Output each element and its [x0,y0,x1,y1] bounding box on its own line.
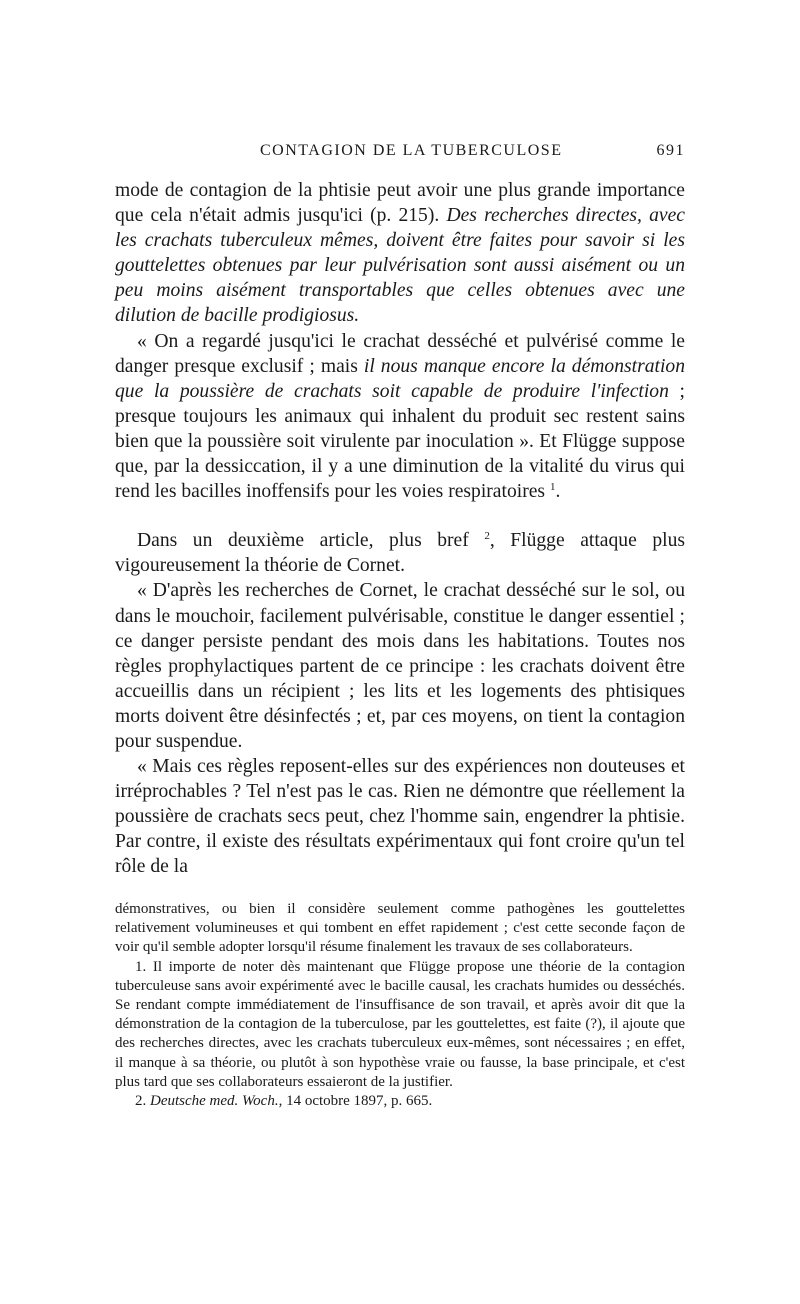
paragraph-4: « D'après les recherches de Cornet, le crachat desséché sur le sol, ou dans le mouchoir, facilement pulvérisable, constitue le danger essentiel ; ce danger persiste pendant des mois dans les habitations. Toutes nos règles prophylactiques partent de ce principe : les crachats doivent être accueillis dans un récipient ; les lits et les logements des phtisiques morts doivent être désinfectés ; et, par ces moyens, on tient la contagion pour suspendue. [115,580,685,752]
paragraph-text: « On a regardé jusqu'ici le crachat desséché et pulvérisé comme le danger presque exclusif ; mais [115,330,685,377]
footnotes [115,900,685,1111]
footnote-marker-1[interactable]: 1 [549,481,556,494]
footnote-marker-2[interactable]: 2 [484,530,490,543]
paragraph-3 [115,528,685,578]
paragraph-1 [115,178,685,329]
running-header [115,142,685,166]
footnote-number: 2. [135,1093,150,1110]
citation-details: , 14 octobre 1897, p. 665. [278,1093,433,1110]
paragraph-text: , Flügge attaque plus vigoureusement la théorie de Cornet. [115,530,685,577]
paragraph-5: « Mais ces règles reposent-elles sur des expériences non douteuses et irréprochables ? Tel n'est pas le cas. Rien ne démontre que réellement la poussière de crachats secs peut, chez l'homme sain, engendrer la phtisie. Par contre, il existe des résultats expérimentaux qui font croire qu'un tel rôle de la [115,756,685,878]
paragraph-text: . [555,481,561,503]
footnote-2 [115,1092,685,1111]
footnote-1: 1. Il importe de noter dès maintenant que Flügge propose une théorie de la contagion tuberculeuse sans avoir expérimenté avec le bacille causal, les crachats humides ou desséchés. Se rendant compte immédiatement de l'insuffisance de son travail, et après avoir dit que la démonstration de la contagion de la tuberculose, par les gouttelettes, est faite (?), il ajoute que des recherches directes, avec les crachats tuberculeux eux-mêmes, sont nécessaires ; en effet, il manque à sa théorie, ou plutôt à son hypothèse vraie ou fausse, la base principale, et c'est plus tard que ses collaborateurs essaieront de la justifier. [115,958,685,1090]
paragraph-2 [115,329,685,505]
italic-emphasis: Des recherches directes, avec les crachats tuberculeux mêmes, doivent être faites pour savoir si les gouttelettes obtenues par leur pulvérisation sont aussi aisément ou un peu moins aisément transportables que celles obtenues avec une dilution de bacille prodigiosus. [115,205,686,327]
paragraph-text: ; presque toujours les animaux qui inhalent du produit sec restent sains bien que la poussière soit virulente par inoculation ». Et Flügge suppose que, par la dessiccation, il y a une diminution de la vitalité du virus qui rend les bacilles inoffensifs pour les voies respiratoires [115,380,686,503]
paragraph-text: Dans un deuxième article, plus bref [137,530,485,552]
main-text [115,178,685,880]
italic-emphasis: il nous manque encore la démonstration que la poussière de crachats soit capable de produire l'infection [115,355,685,402]
footnote-continuation: démonstratives, ou bien il considère seulement comme pathogènes les gouttelettes relativement volumineuses et qui tombent en effet rapidement ; c'est cette seconde façon de voir qu'il semble adopter lorsqu'il résume finalement les travaux de ses collaborateurs. [115,901,685,956]
page-number: 691 [656,142,685,159]
citation-journal: Deutsche med. Woch. [150,1093,279,1110]
running-title: CONTAGION DE LA TUBERCULOSE [260,142,563,159]
paragraph-text: mode de contagion de la phtisie peut avoir une plus grande importance que cela n'était admis jusqu'ici (p. 215). [115,180,685,227]
